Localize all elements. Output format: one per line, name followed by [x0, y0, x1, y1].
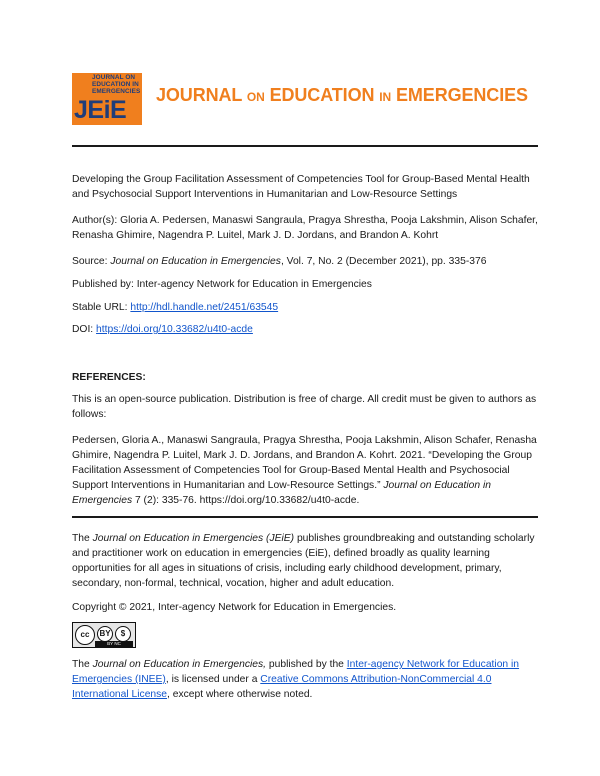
cc-license-badge[interactable] — [72, 622, 136, 648]
references-intro: This is an open-source publication. Distribution is free of charge. All credit must be given to authors as follows: — [72, 394, 537, 420]
article-publisher: Published by: Inter-agency Network for Education in Emergencies — [72, 279, 372, 290]
logo-big-text: JEiE — [74, 96, 127, 124]
references-heading: REFERENCES: — [72, 372, 146, 383]
article-authors: Author(s): Gloria A. Pedersen, Manaswi Sangraula, Pragya Shrestha, Pooja Lakshmin, Alison Schafer, Renasha Ghimire, Nagendra P. Luitel, Mark J. D. Jordans, and Brandon A. Kohrt — [72, 215, 538, 241]
cc-license-link[interactable]: Creative Commons Attribution-NonCommercial 4.0 International License — [72, 674, 492, 700]
inee-link[interactable]: Inter-agency Network for Education in Emergencies (INEE) — [72, 659, 520, 685]
cc-icon: cc — [75, 625, 95, 645]
article-doi: DOI: https://doi.org/10.33682/u4t0-acde — [72, 324, 253, 335]
doi-link[interactable]: https://doi.org/10.33682/u4t0-acde — [96, 324, 253, 335]
article-stable-url: Stable URL: http://hdl.handle.net/2451/63545 — [72, 302, 279, 313]
divider-bottom — [72, 516, 538, 518]
stable-url-link[interactable]: http://hdl.handle.net/2451/63545 — [130, 302, 279, 313]
noncommercial-icon: $ — [115, 626, 131, 642]
jeie-logo — [72, 73, 142, 125]
license-text: The Journal on Education in Emergencies, published by the Inter-agency Network for Education in Emergencies (INEE), is licensed under a Creative Commons Attribution-NonCommercial 4.0 International License, except where otherwise noted. — [72, 659, 520, 700]
attribution-icon: BY — [97, 626, 113, 642]
about-paragraph: The Journal on Education in Emergencies (JEiE) publishes groundbreaking and outstanding scholarly and practitioner work on education in emergencies (EiE), defined broadly as quality learning opportunities for all ages in situations of crisis, including early childhood development, primary, secondary, non-formal, technical, vocation, higher and adult education. — [72, 533, 535, 589]
divider-top — [72, 145, 538, 147]
logo-small-text: JOURNAL ON EDUCATION IN EMERGENCIES — [92, 74, 141, 95]
cc-badge-bar: BY NC — [95, 641, 133, 647]
references-citation: Pedersen, Gloria A., Manaswi Sangraula, Pragya Shrestha, Pooja Lakshmin, Alison Schafer, Renasha Ghimire, Nagendra P. Luitel, Mark J. D. Jordans, and Brandon A. Kohrt. 2021. “Developing the Group Facilitation Assessment of Competencies Tool for Group-Based Mental Health and Psychosocial Support Interventions in Humanitarian and Low-Resource Settings.” Journal on Education in Emergencies 7 (2): 335-76. https://doi.org/10.33682/u4t0-acde. — [72, 435, 537, 506]
copyright-text: Copyright © 2021, Inter-agency Network for Education in Emergencies. — [72, 602, 397, 613]
journal-title: JOURNAL ON EDUCATION IN EMERGENCIES — [156, 85, 528, 105]
article-title: Developing the Group Facilitation Assessment of Competencies Tool for Group-Based Mental Health and Psychosocial Support Interventions in Humanitarian and Low-Resource Settings — [72, 174, 530, 200]
article-source: Source: Journal on Education in Emergencies, Vol. 7, No. 2 (December 2021), pp. 335-376 — [72, 256, 487, 267]
